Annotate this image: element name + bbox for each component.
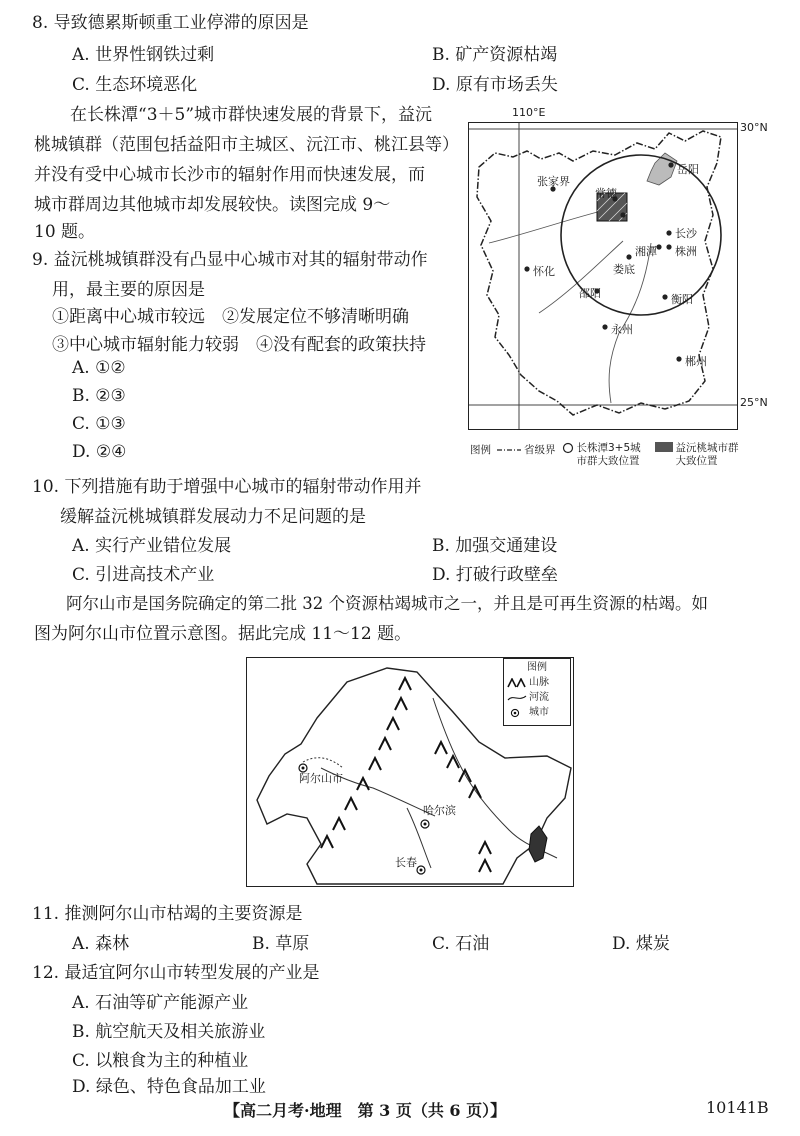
q12-option-b: B. 航空航天及相关旅游业 (72, 1022, 266, 1042)
mountains-changbai (479, 842, 491, 872)
q12-option-d: D. 绿色、特色食品加工业 (72, 1077, 266, 1097)
city-dot-xiangtan (656, 244, 661, 249)
passage1-line: 在长株潭“3＋5”城市群快速发展的背景下，益沅 (70, 105, 433, 125)
map1-legend-boundary: 省级界 (497, 442, 556, 457)
q8-option-d: D. 原有市场丢失 (432, 75, 558, 95)
map1-lat-bottom: 25°N (740, 396, 768, 409)
xingkai-lake (529, 826, 547, 862)
map1-lat-top: 30°N (740, 121, 768, 134)
city-label-huaihua: 怀化 (533, 265, 555, 278)
q9-option-a: A. ①② (72, 358, 126, 378)
q8-option-a: A. 世界性钢铁过剩 (72, 45, 215, 65)
city-dot-chenzhou (676, 356, 681, 361)
city-label-changchun: 长春 (395, 856, 417, 869)
city-dot-loudi (626, 254, 631, 259)
q12-stem: 12. 最适宜阿尔山市转型发展的产业是 (32, 963, 320, 983)
map2-legend-river: 河流 (507, 690, 567, 705)
passage2-line: 图为阿尔山市位置示意图。据此完成 11～12 题。 (34, 624, 412, 644)
mountains-lesser-khingan (435, 742, 481, 798)
q10-stem: 10. 下列措施有助于增强中心城市的辐射带动作用并 (32, 477, 422, 497)
city-label-zhuzhou: 株洲 (675, 245, 697, 258)
city-dot-zhuzhou (666, 244, 671, 249)
q10-option-a: A. 实行产业错位发展 (72, 536, 232, 556)
passage1-line: 并没有受中心城市长沙市的辐射作用而快速发展，而 (34, 165, 425, 185)
city-label-xiangtan: 湘潭 (635, 245, 657, 258)
river-yuan (489, 209, 609, 243)
circle-outline-icon (562, 442, 574, 454)
q10-option-b: B. 加强交通建设 (432, 536, 558, 556)
q10-stem: 缓解益沅桃城镇群发展动力不足问题的是 (60, 507, 366, 527)
map2-legend-title: 图例 (527, 662, 547, 673)
map1-legend-hatch: 益沅桃城市群大致位置 (655, 442, 744, 468)
q12-option-a: A. 石油等矿产能源产业 (72, 993, 249, 1013)
footer-code: 10141B (706, 1098, 769, 1117)
city-label-yiyang: 益阳 (629, 209, 651, 222)
passage1-line: 10 题。 (34, 222, 96, 242)
map2-legend-mountain: 山脉 (507, 675, 567, 690)
mountains-greater-khingan (321, 678, 411, 848)
arxan-map (246, 657, 574, 887)
map1-legend (470, 442, 744, 468)
river-icon (507, 693, 527, 703)
q10-option-c: C. 引进高技术产业 (72, 565, 215, 585)
map1-legend-title: 图例 (470, 444, 491, 456)
city-label-changde: 常德 (595, 187, 617, 200)
city-label-changsha: 长沙 (675, 227, 697, 240)
q9-option-b: B. ②③ (72, 386, 126, 406)
city-dot-yueyang (668, 162, 673, 167)
city-label-harbin: 哈尔滨 (423, 804, 456, 817)
mountain-icon (507, 678, 527, 688)
q11-stem: 11. 推测阿尔山市枯竭的主要资源是 (32, 904, 303, 924)
map1-legend-circle: 长株潭3+5城市群大致位置 (562, 442, 649, 468)
footer-title: 【高二月考·地理 第 3 页（共 6 页）】 (224, 1101, 507, 1120)
city-label-loudi: 娄底 (613, 263, 635, 276)
passage2-line: 阿尔山市是国务院确定的第二批 32 个资源枯竭城市之一，并且是可再生资源的枯竭。如 (66, 594, 708, 613)
q8-option-c: C. 生态环境恶化 (72, 75, 198, 95)
map2-legend (503, 658, 571, 726)
boundary-line-icon (497, 446, 521, 454)
q9-option-d: D. ②④ (72, 442, 127, 462)
city-label-yueyang: 岳阳 (677, 163, 699, 176)
city-dot-yongzhou (602, 324, 607, 329)
q9-statement: ①距离中心城市较远 ②发展定位不够清晰明确 (52, 307, 409, 327)
q11-option-c: C. 石油 (432, 934, 490, 954)
q9-stem: 9. 益沅桃城镇群没有凸显中心城市对其的辐射带动作 (32, 250, 428, 270)
q12-option-c: C. 以粮食为主的种植业 (72, 1051, 249, 1071)
q8-option-b: B. 矿产资源枯竭 (432, 45, 558, 65)
hunan-map (468, 122, 738, 430)
river-halaha (303, 758, 343, 768)
city-label-hengyang: 衡阳 (671, 293, 693, 306)
q10-option-d: D. 打破行政壁垒 (432, 565, 558, 585)
q9-option-c: C. ①③ (72, 414, 126, 434)
q11-option-a: A. 森林 (72, 934, 130, 954)
q9-stem: 用，最主要的原因是 (52, 280, 205, 300)
city-dot-yiyang (620, 212, 625, 217)
q8-stem: 8. 导致德累斯顿重工业停滞的原因是 (32, 13, 309, 33)
city-dot-changsha (666, 230, 671, 235)
q9-statement: ③中心城市辐射能力较弱 ④没有配套的政策扶持 (52, 335, 426, 355)
q11-option-b: B. 草原 (252, 934, 310, 954)
city-icon (507, 708, 527, 718)
city-label-chenzhou: 郴州 (685, 355, 707, 368)
city-label-shaoyang: 邵阳 (579, 287, 601, 300)
q11-option-d: D. 煤炭 (612, 934, 670, 954)
city-dot-hengyang (662, 294, 667, 299)
passage1-line: 城市群周边其他城市却发展较快。读图完成 9～ (34, 195, 391, 215)
city-label-arxan: 阿尔山市 (299, 772, 343, 785)
city-label-yongzhou: 永州 (611, 323, 633, 336)
hatched-area-icon (655, 442, 673, 452)
city-label-zhangjiajie: 张家界 (537, 175, 570, 188)
passage1-line: 桃城镇群（范围包括益阳市主城区、沅江市、桃江县等） (34, 135, 459, 155)
city-dot-huaihua (524, 266, 529, 271)
map1-lon-label: 110°E (512, 106, 546, 119)
map2-legend-city: 城市 (507, 705, 567, 720)
